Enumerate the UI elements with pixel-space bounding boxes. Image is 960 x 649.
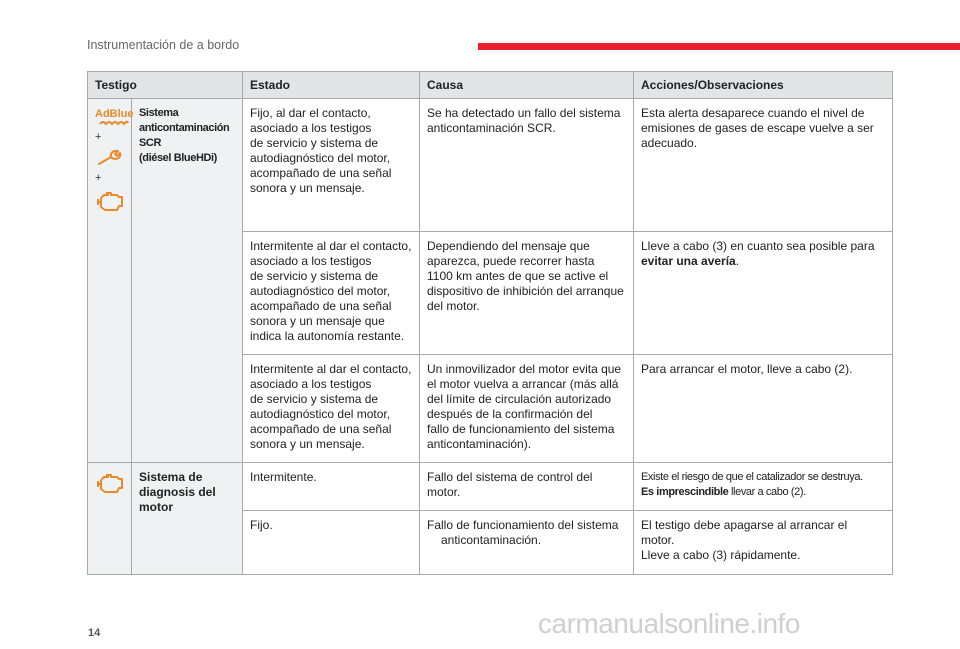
estado-cell: [243, 463, 420, 511]
text-line: adecuado.: [641, 136, 698, 150]
estado-cell: [243, 355, 420, 463]
text-line: Para arrancar el motor, lleve a cabo (2).: [641, 362, 853, 376]
acciones-end: .: [735, 254, 740, 268]
acciones-cell: [634, 232, 893, 355]
text-line: Intermitente.: [250, 470, 317, 484]
acciones-text: Lleve a cabo (3) en cuanto sea posible para: [641, 239, 875, 253]
page-header-title: Instrumentación de a bordo: [87, 38, 240, 52]
system-name-scr: [139, 106, 235, 166]
header-estado: Estado: [243, 72, 420, 99]
text-line: acompañado de una señal: [250, 299, 392, 313]
text-line: Fijo, al dar el contacto,: [250, 106, 371, 120]
acciones-cell: [634, 463, 893, 511]
name-line: diagnosis del: [139, 485, 216, 499]
text-line: Lleve a cabo (3) rápidamente.: [641, 548, 801, 562]
plus-sign: +: [95, 131, 102, 143]
estado-cell: [243, 99, 420, 232]
text-line: Se ha detectado un fallo del sistema: [427, 106, 621, 120]
causa-cell: [420, 355, 634, 463]
engine-icon: [95, 472, 125, 494]
text-line: autodiagnóstico del motor,: [250, 407, 391, 421]
text-line: motor.: [427, 485, 461, 499]
name-line: anticontaminación: [139, 122, 230, 134]
system-name-motor: [139, 470, 235, 515]
text-line: aparezca, puede recorrer hasta: [427, 254, 595, 268]
text-line: anticontaminación SCR.: [427, 121, 556, 135]
causa-cell: [420, 232, 634, 355]
name-line: (diésel BlueHDi): [139, 152, 217, 164]
text-line: Fallo de funcionamiento del sistema: [427, 518, 619, 532]
table-header-row: [88, 72, 893, 99]
text-line: el motor vuelva a arrancar (más allá: [427, 377, 619, 391]
text-line: Intermitente al dar el contacto,: [250, 362, 412, 376]
text-line: de servicio y sistema de: [250, 269, 379, 283]
text-line: 1100 km antes de que se active el: [427, 269, 609, 283]
text-line: Un inmovilizador del motor evita que: [427, 362, 622, 376]
text-line: sonora y un mensaje.: [250, 181, 365, 195]
text-line: anticontaminación.: [441, 533, 542, 547]
name-line: motor: [139, 500, 173, 514]
wrench-icon: [97, 149, 123, 167]
icon-cell-motor: [88, 463, 132, 575]
text-line: fallo de funcionamiento del sistema: [427, 422, 615, 436]
acciones-rest: llevar a cabo (2).: [728, 486, 806, 498]
engine-icon: [95, 190, 125, 212]
text-line: emisiones de gases de escape vuelve a ser: [641, 121, 874, 135]
text-line: asociado a los testigos: [250, 121, 372, 135]
table-row: [88, 463, 893, 511]
watermark: carmanualsonline.info: [538, 608, 800, 639]
header-acciones: Acciones/Observaciones: [634, 72, 893, 99]
icon-cell-scr: [88, 99, 132, 463]
text-line: El testigo debe apagarse al arrancar el: [641, 518, 848, 532]
causa-cell: [420, 99, 634, 232]
text-line: autodiagnóstico del motor,: [250, 284, 391, 298]
header-accent-bar: [478, 43, 960, 50]
text-line: Intermitente al dar el contacto,: [250, 239, 412, 253]
text-line: [641, 239, 885, 254]
name-line: Sistema: [139, 107, 179, 119]
adblue-icon-label: AdBlue: [95, 108, 134, 120]
text-line: después de la confirmación del: [427, 407, 593, 421]
name-cell-motor: [132, 463, 243, 575]
acciones-emphasis: Es imprescindible: [641, 486, 729, 498]
text-line: [641, 254, 885, 269]
text-line: sonora y un mensaje que: [250, 314, 385, 328]
acciones-cell: [634, 511, 893, 575]
text-line: asociado a los testigos: [250, 254, 372, 268]
causa-cell: [420, 511, 634, 575]
text-line: [641, 485, 885, 500]
name-cell-scr: [132, 99, 243, 463]
page-number: 14: [88, 627, 101, 639]
text-line: dispositivo de inhibición del arranque: [427, 284, 624, 298]
causa-cell: [420, 463, 634, 511]
name-line: Sistema de: [139, 470, 203, 484]
text-line: de servicio y sistema de: [250, 136, 379, 150]
header-causa: Causa: [420, 72, 634, 99]
plus-sign: +: [95, 172, 102, 184]
name-line: SCR: [139, 137, 162, 149]
text-line: Esta alerta desaparece cuando el nivel de: [641, 106, 865, 120]
text-line: Dependiendo del mensaje que: [427, 239, 590, 253]
estado-cell: [243, 511, 420, 575]
text-line: motor.: [641, 533, 675, 547]
text-line: indica la autonomía restante.: [250, 329, 405, 343]
acciones-emphasis: evitar una avería: [641, 254, 736, 268]
text-line: sonora y un mensaje.: [250, 437, 365, 451]
text-line: del motor.: [427, 299, 480, 313]
text-line: asociado a los testigos: [250, 377, 372, 391]
text-line: anticontaminación).: [427, 437, 532, 451]
text-line: del límite de circulación autorizado: [427, 392, 612, 406]
text-line: autodiagnóstico del motor,: [250, 151, 391, 165]
table-row: [88, 99, 893, 232]
acciones-cell: [634, 99, 893, 232]
text-line: Fijo.: [250, 518, 273, 532]
text-line: de servicio y sistema de: [250, 392, 379, 406]
adblue-icon: [95, 108, 134, 126]
acciones-cell: [634, 355, 893, 463]
warning-lights-table: [87, 71, 893, 575]
text-line: Fallo del sistema de control del: [427, 470, 593, 484]
text-line: Existe el riesgo de que el catalizador se destruya.: [641, 471, 863, 483]
text-line: acompañado de una señal: [250, 166, 392, 180]
header-testigo: Testigo: [88, 72, 243, 99]
text-line: acompañado de una señal: [250, 422, 392, 436]
estado-cell: [243, 232, 420, 355]
